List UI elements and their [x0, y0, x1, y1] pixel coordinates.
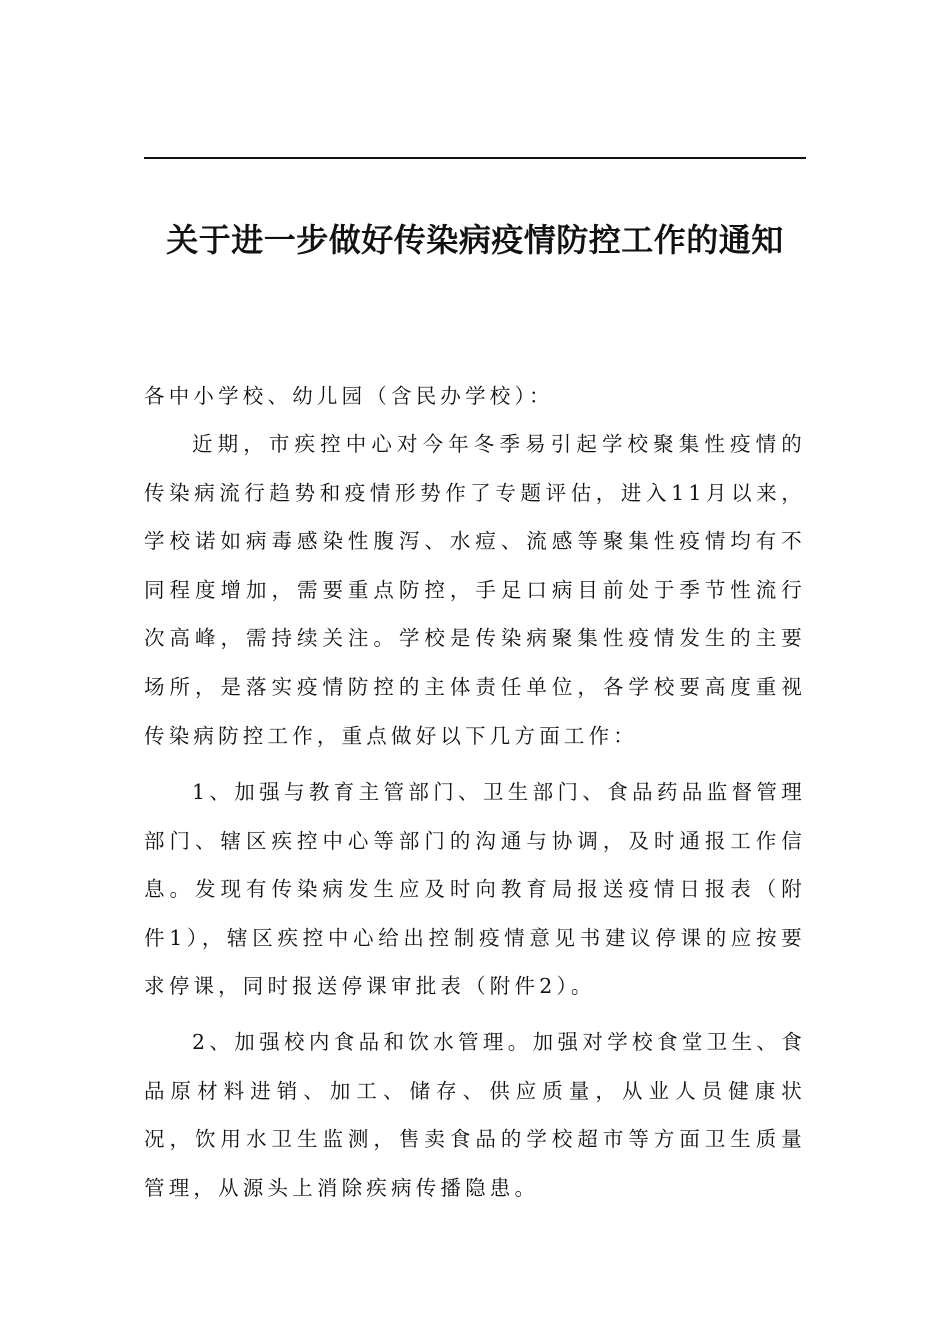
item-1-paragraph: 1、加强与教育主管部门、卫生部门、食品药品监督管理部门、辖区疾控中心等部门的沟通与协调，及时通报工作信息。发现有传染病发生应及时向教育局报送疫情日报表（附件1），辖区疾控中心给出控制疫情意见书建议停课的应按要求停课，同时报送停课审批表（附件2）。	[144, 780, 806, 999]
salutation: 各中小学校、幼儿园（含民办学校）：	[144, 384, 554, 408]
intro-paragraph: 近期，市疾控中心对今年冬季易引起学校聚集性疫情的传染病流行趋势和疫情形势作了专题评估，进入11月以来，学校诺如病毒感染性腹泻、水痘、流感等聚集性疫情均有不同程度增加，需要重点防控，手足口病目前处于季节性流行次高峰，需持续关注。学校是传染病聚集性疫情发生的主要场所，是落实疫情防控的主体责任单位，各学校要高度重视传染病防控工作，重点做好以下几方面工作：	[144, 432, 806, 748]
header-rule	[144, 157, 806, 159]
document-title: 关于进一步做好传染病疫情防控工作的通知	[166, 221, 784, 259]
item-2-paragraph: 2、加强校内食品和饮水管理。加强对学校食堂卫生、食品原材料进销、加工、储存、供应质量，从业人员健康状况，饮用水卫生监测，售卖食品的学校超市等方面卫生质量管理，从源头上消除疾病传播隐患。	[144, 1030, 806, 1200]
